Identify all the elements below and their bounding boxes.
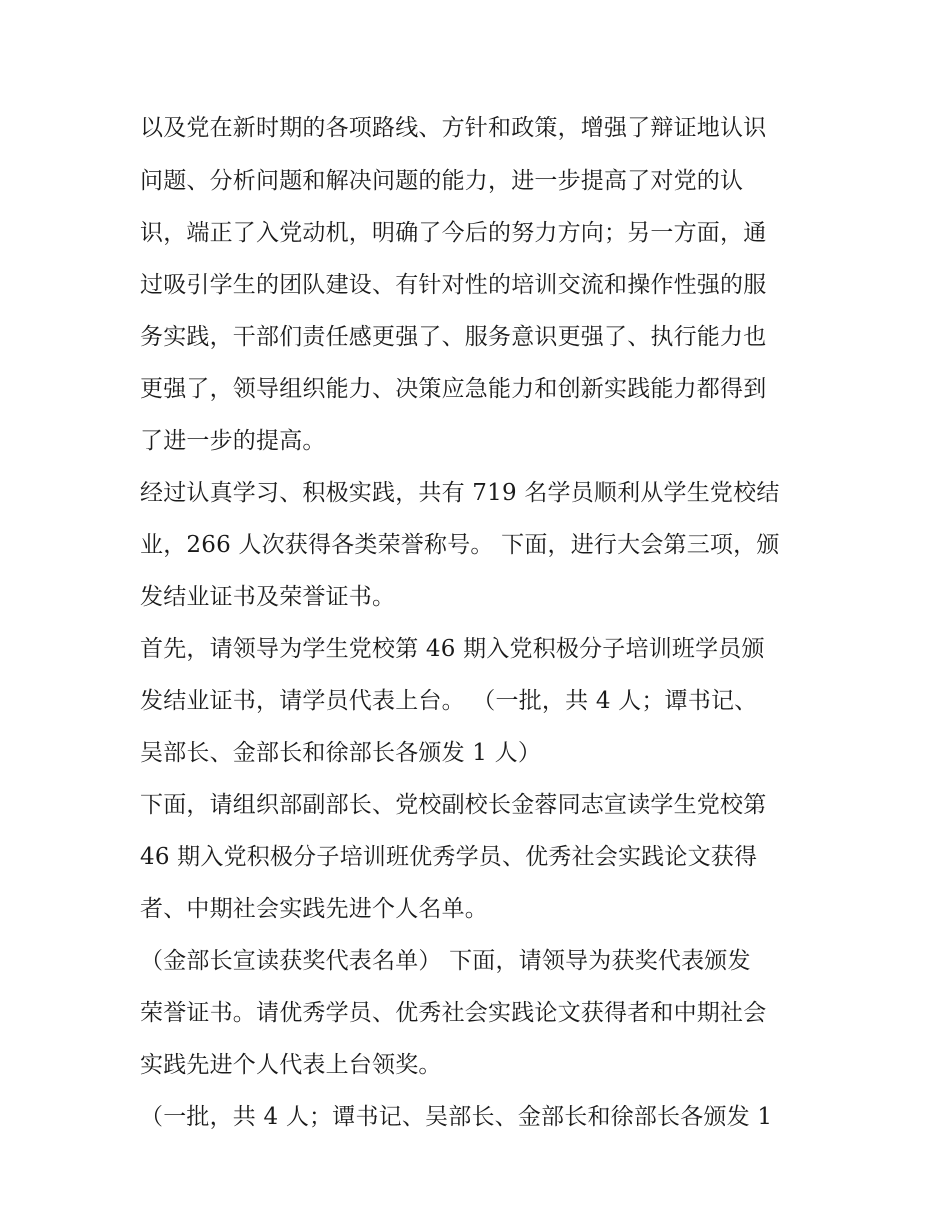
text-line: 问题、分析问题和解决问题的能力，进一步提高了对党的认 bbox=[140, 168, 744, 194]
text-line: 业，266 人次获得各类荣誉称号。 下面，进行大会第三项，颁 bbox=[140, 532, 780, 558]
text-line: 过吸引学生的团队建设、有针对性的培训交流和操作性强的服 bbox=[140, 272, 767, 298]
text-line: 下面，请组织部副部长、党校副校长金蓉同志宣读学生党校第 bbox=[140, 792, 767, 818]
text-line: 更强了，领导组织能力、决策应急能力和创新实践能力都得到 bbox=[140, 376, 767, 402]
text-line: （一批，共 4 人；谭书记、吴部长、金部长和徐部长各颁发 1 bbox=[140, 1104, 773, 1130]
text-line: 务实践，干部们责任感更强了、服务意识更强了、执行能力也 bbox=[140, 324, 767, 350]
text-line: 发结业证书，请学员代表上台。 （一批，共 4 人；谭书记、 bbox=[140, 688, 758, 714]
text-line: 了进一步的提高。 bbox=[140, 428, 326, 454]
text-line: 识，端正了入党动机，明确了今后的努力方向；另一方面，通 bbox=[140, 220, 767, 246]
text-line: 经过认真学习、积极实践，共有 719 名学员顺利从学生党校结 bbox=[140, 480, 780, 506]
text-line: 荣誉证书。请优秀学员、优秀社会实践论文获得者和中期社会 bbox=[140, 1000, 767, 1026]
text-line: 实践先进个人代表上台领奖。 bbox=[140, 1052, 442, 1078]
text-line: 首先，请领导为学生党校第 46 期入党积极分子培训班学员颁 bbox=[140, 636, 765, 662]
text-line: 发结业证书及荣誉证书。 bbox=[140, 584, 396, 610]
text-line: 46 期入党积极分子培训班优秀学员、优秀社会实践论文获得 bbox=[140, 844, 758, 870]
text-line: 吴部长、金部长和徐部长各颁发 1 人） bbox=[140, 740, 542, 766]
text-line: （金部长宣读获奖代表名单） 下面，请领导为获奖代表颁发 bbox=[140, 948, 751, 974]
text-line: 以及党在新时期的各项路线、方针和政策，增强了辩证地认识 bbox=[140, 115, 767, 141]
text-line: 者、中期社会实践先进个人名单。 bbox=[140, 896, 488, 922]
